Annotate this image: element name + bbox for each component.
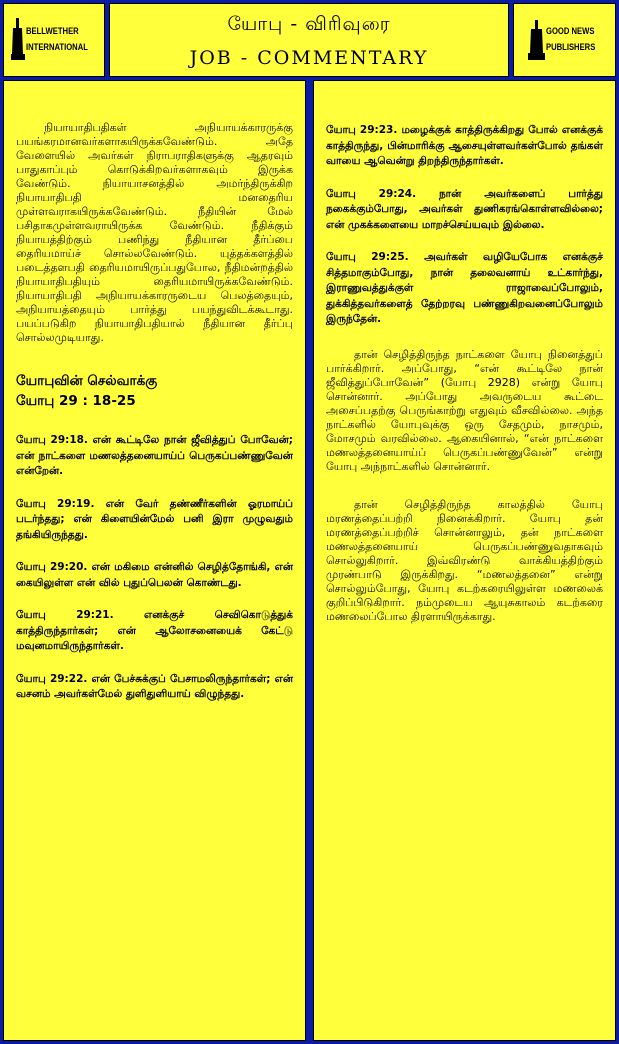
title-box: [109, 3, 509, 77]
logo-line-1: BELLWETHER: [26, 26, 79, 36]
logo-line-2: PUBLISHERS: [546, 42, 596, 52]
verse-29-21: யோபு 29:21. எனக்குச் செவிகொடுத்துக் காத்திருந்தார்கள்; என் ஆலோசனையைக் கேட்டு மவுனமாயிருந்தார்கள்.: [16, 609, 293, 652]
right-column: [313, 80, 616, 1041]
section-reference: யோபு 29 : 18-25: [16, 393, 136, 409]
section-title: யோபுவின் செல்வாக்கு: [16, 373, 158, 389]
verse-29-20: யோபு 29:20. என் மகிமை என்னில் செழித்தோங்கி, என் கையிலுள்ள என் வில் புதுப்பெலன் கொண்டது.: [16, 561, 293, 589]
verse-29-18: யோபு 29:18. என் கூட்டிலே நான் ஜீவித்துப் போவேன்; என் நாட்களை மணலத்தனையாய்ப் பெருகப்பண்ணுவேன் என்றேன்.: [16, 434, 293, 477]
good-news-mark-icon: [528, 20, 545, 62]
logo-line-1: GOOD NEWS: [546, 26, 595, 36]
left-column: [3, 80, 306, 1041]
bellwether-logo: [3, 3, 105, 77]
logo-line-2: INTERNATIONAL: [26, 42, 88, 52]
title-tamil: யோபு - விரிவுரை: [227, 13, 391, 35]
commentary-paragraph-2: தான் செழித்திருந்த காலத்தில் யோபு மரணத்தைப்பற்றி நினைக்கிறார். யோபு தன் மரணத்தைப்பற்றிச் சொன்னாலும், தன் நாட்களை மணலத்தனையாய் பெருகப்பண்ணுவதாகவும் சொல்லுகிறார். இவ்விரண்டு வாக்கியத்திற்கும் முரண்பாடு இருக்கிறது. “மணலத்தனை” என்று சொல்லும்போது, யோபு கடற்கரையிலுள்ள மணலைக் குறிப்பிடுகிறார். நம்முடைய ஆயுசுகாலம் கடற்கரை மணலைப்போல திரளாயிருக்காது.: [326, 497, 603, 623]
title-english: JOB - COMMENTARY: [189, 47, 429, 69]
verse-29-22: யோபு 29:22. என் பேச்சுக்குப் பேசாமலிருந்தார்கள்; என் வசனம் அவர்கள்மேல் துளிதுளியாய் விழுந்தது.: [16, 672, 293, 700]
verse-29-24: யோபு 29:24. நான் அவர்களைப் பார்த்து நகைக்கும்போது, அவர்கள் துணிகரங்கொள்ளவில்லை; என் முகக்களையை மாறச்செய்யவும் இல்லை.: [326, 187, 603, 231]
commentary-paragraph-1: தான் செழித்திருந்த நாட்களை யோபு நினைத்துப் பார்க்கிறார். அப்போது, “என் கூட்டிலே நான் ஜீவித்துப்போவேன்” (யோபு 2928) என்று யோபு சொன்னார். அப்போது அவருடைய கூட்டை அசைப்பதற்கு பெருங்காற்று எதுவும் வீசவில்லை. அந்த நாட்களில் யோபுவுக்கு ஒரு சேதமும், நாசமும், மோசமும் வரவில்லை. ஆகையினால், “என் நாட்களை மணலத்தனையாய்ப் பெருகப்பண்ணுவேன்” என்று யோபு அந்நாட்களில் சொன்னார்.: [326, 347, 603, 473]
bellwether-mark-icon: [11, 18, 25, 62]
verse-29-25: யோபு 29:25. அவர்கள் வழியேபோக எனக்குச் சித்தமாகும்போது, நான் தலைவனாய் உட்கார்ந்து, இராணுவத்துக்குள் ராஜாவைப்போலும், துக்கித்தவர்களைத் தேற்றரவு பண்ணுகிறவனைப்போலும் இருந்தேன்.: [326, 251, 603, 325]
verse-29-23: யோபு 29:23. மழைக்குக் காத்திருக்கிறது போல் எனக்குக் காத்திருந்து, பின்மாரிக்கு ஆசையுள்ளவர்கள்போல் தங்கள் வாயை ஆவென்று திறந்திருந்தார்கள்.: [326, 124, 603, 167]
verse-29-19: யோபு 29:19. என் வேர் தண்ணீர்களின் ஓரமாய்ப் படர்ந்தது; என் கிளையின்மேல் பனி இரா முழுவதும் தங்கியிருந்தது.: [16, 497, 293, 541]
intro-paragraph: நியாயாதிபதிகள் அநியாயக்காரருக்கு பயங்கரமானவர்களாகயிருக்கவேண்டும். அதே வேளையில் அவர்கள் நிராபராதிகளுக்கு ஆதரவும் பாதுகாப்பும் கொடுக்கிறவர்களாகவும் இருக்க வேண்டும். நியாயாசனத்தில் அமர்ந்திருக்கிற நியாயாதிபதி மனதைரிய முள்ளவராகயிருக்கவேண்டும். நீதியின் மேல் பசிதாகமுள்ளவராயிருக்க வேண்டும். நீதிக்கும் நியாயத்திற்கும் பணிந்து நீதியான தீர்ப்பை தைரியமாய்ச் சொல்லவேண்டும். யுத்தக்களத்தில் படைத்தளபதி தைரியமாயிருப்பதுபோல, நீதிமன்றத்தில் நியாயாதிபதியும் தைரியமாயிருக்கவேண்டும். நியாயாதிபதி அநியாயக்காரருடைய பெலத்தையும், அநியாயத்தையும் பார்த்து பயந்துவிடக்கூடாது. பயப்படுகிற நியாயாதிபதியால் நீதியான தீர்ப்பு சொல்லமுடியாது.: [16, 121, 293, 344]
good-news-logo: [513, 3, 616, 77]
